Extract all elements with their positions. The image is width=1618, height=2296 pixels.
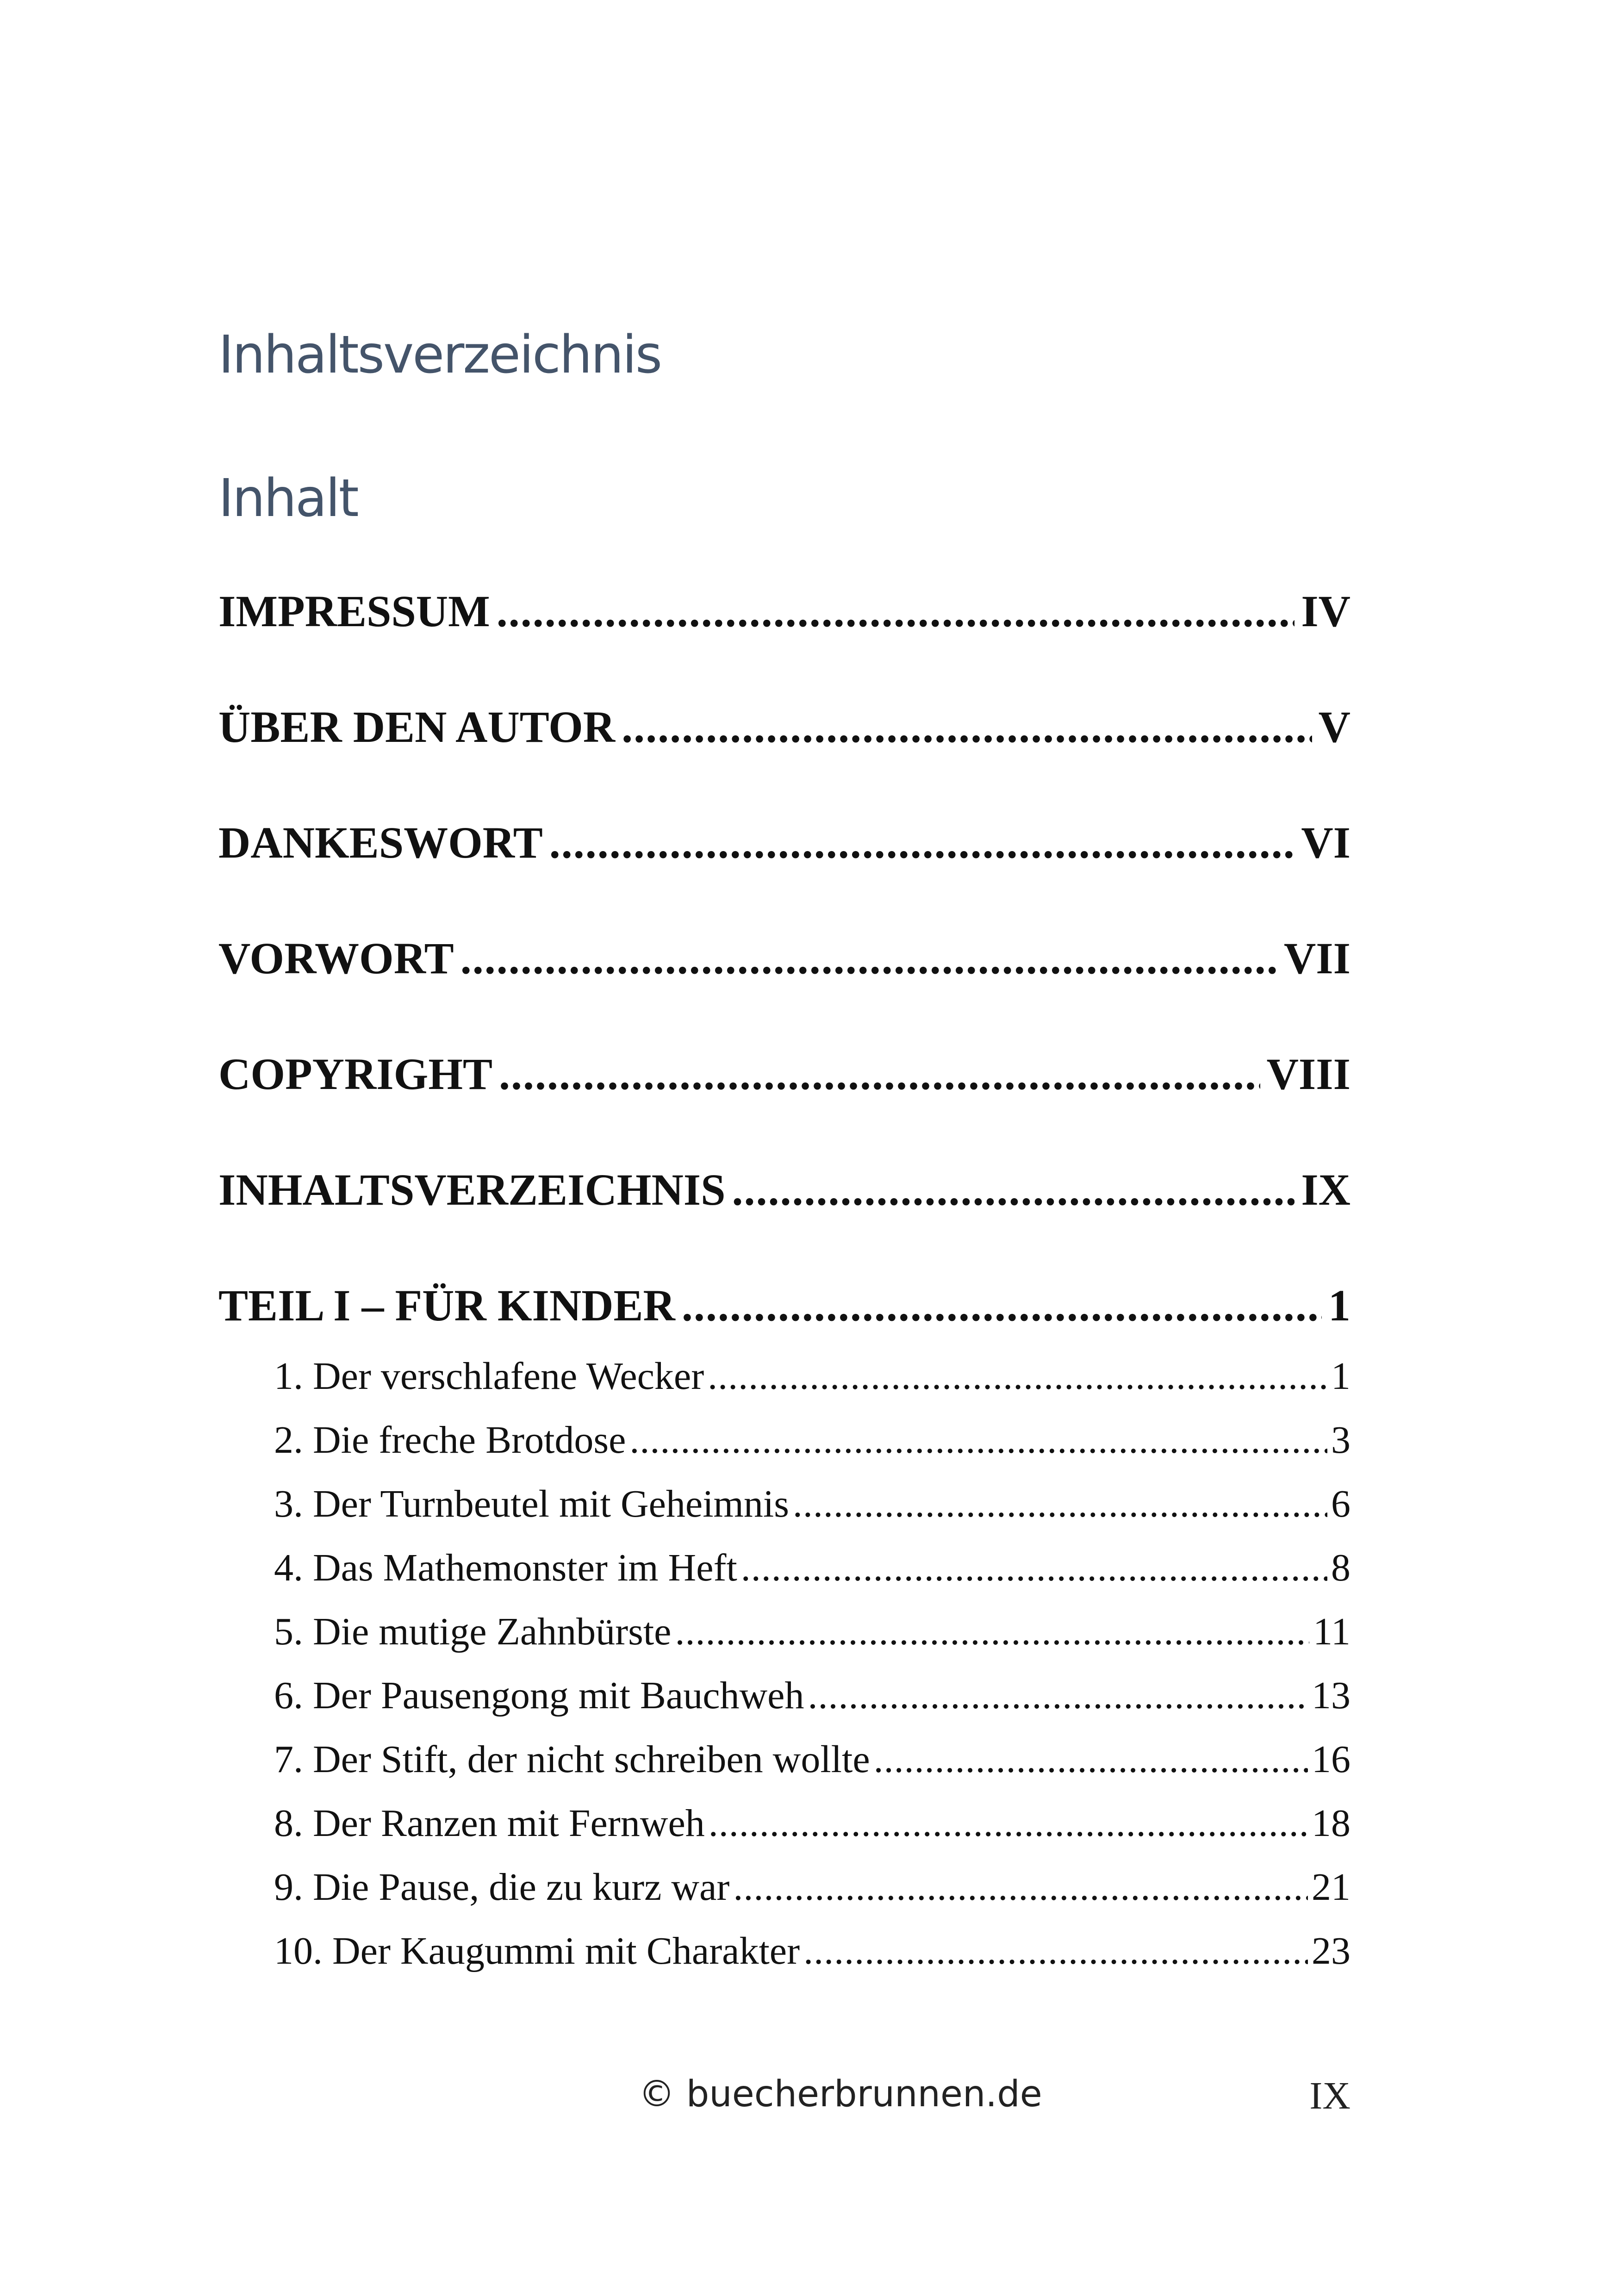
dot-leader <box>708 1354 1327 1399</box>
toc-chapter-title: 10. Der Kaugummi mit Charakter <box>274 1929 800 1972</box>
toc-entry-title: ÜBER DEN AUTOR <box>218 702 616 752</box>
toc-heading: Inhalt <box>218 468 358 529</box>
toc-chapter-page: 1 <box>1331 1355 1350 1398</box>
dot-leader <box>732 1164 1295 1215</box>
dot-leader <box>497 585 1295 637</box>
dot-leader <box>675 1609 1309 1654</box>
toc-chapter-entry[interactable] <box>274 1737 1350 1782</box>
toc-entry-title: VORWORT <box>218 933 454 983</box>
dot-leader <box>874 1737 1308 1782</box>
dot-leader <box>808 1673 1308 1718</box>
dot-leader <box>622 701 1312 753</box>
toc-chapter-entry[interactable] <box>274 1481 1350 1526</box>
toc-entry-impressum[interactable] <box>218 585 1350 637</box>
toc-chapter-title: 9. Die Pause, die zu kurz war <box>274 1866 730 1909</box>
footer-copyright: © buecherbrunnen.de <box>639 2073 1042 2115</box>
dot-leader <box>629 1418 1327 1462</box>
toc-chapter-page: 11 <box>1313 1610 1350 1653</box>
toc-chapter-entry[interactable] <box>274 1545 1350 1590</box>
dot-leader <box>741 1545 1327 1590</box>
toc-chapter-page: 21 <box>1312 1866 1350 1909</box>
toc-entry-page: 1 <box>1328 1281 1350 1330</box>
toc-chapter-page: 13 <box>1312 1674 1350 1717</box>
toc-chapter-title: 7. Der Stift, der nicht schreiben wollte <box>274 1738 870 1781</box>
toc-entry-teil-1[interactable] <box>218 1280 1350 1331</box>
toc-entry-title: COPYRIGHT <box>218 1049 493 1099</box>
toc-chapter-entry[interactable] <box>274 1609 1350 1654</box>
toc-chapter-page: 23 <box>1312 1929 1350 1972</box>
toc-entry-page: VI <box>1301 818 1350 867</box>
page-title: Inhaltsverzeichnis <box>218 325 661 385</box>
dot-leader <box>803 1929 1308 1973</box>
toc-entry-page: V <box>1318 702 1350 752</box>
dot-leader <box>793 1481 1327 1526</box>
toc-entry-page: IX <box>1301 1165 1350 1214</box>
toc-chapter-page: 3 <box>1331 1419 1350 1462</box>
toc-entry-ueber-den-autor[interactable] <box>218 701 1350 753</box>
toc-entry-title: INHALTSVERZEICHNIS <box>218 1165 726 1214</box>
toc-chapter-title: 6. Der Pausengong mit Bauchweh <box>274 1674 804 1717</box>
toc-chapter-title: 8. Der Ranzen mit Fernweh <box>274 1802 705 1845</box>
toc-entry-title: IMPRESSUM <box>218 586 490 636</box>
dot-leader <box>682 1280 1322 1331</box>
toc-chapter-title: 3. Der Turnbeutel mit Geheimnis <box>274 1482 789 1525</box>
toc-entry-dankeswort[interactable] <box>218 817 1350 868</box>
toc-entry-title: DANKESWORT <box>218 818 543 867</box>
toc-entry-title: TEIL I – FÜR KINDER <box>218 1281 675 1330</box>
toc-chapter-entry[interactable] <box>274 1929 1350 1973</box>
dot-leader <box>499 1048 1260 1100</box>
toc-chapter-entry[interactable] <box>274 1865 1350 1910</box>
toc-entry-inhaltsverzeichnis[interactable] <box>218 1164 1350 1215</box>
toc-chapter-title: 1. Der verschlafene Wecker <box>274 1355 704 1398</box>
toc-chapter-title: 5. Die mutige Zahnbürste <box>274 1610 672 1653</box>
dot-leader <box>709 1801 1308 1846</box>
toc-chapter-entry[interactable] <box>274 1418 1350 1462</box>
table-of-contents <box>218 0 1350 2036</box>
toc-chapter-title: 2. Die freche Brotdose <box>274 1419 626 1462</box>
toc-chapter-entry[interactable] <box>274 1673 1350 1718</box>
toc-chapter-page: 8 <box>1331 1546 1350 1589</box>
toc-chapter-entry[interactable] <box>274 1354 1350 1399</box>
toc-entry-vorwort[interactable] <box>218 933 1350 984</box>
toc-chapter-title: 4. Das Mathemonster im Heft <box>274 1546 737 1589</box>
toc-entry-page: IV <box>1301 586 1350 636</box>
toc-chapter-entry[interactable] <box>274 1801 1350 1846</box>
toc-entry-copyright[interactable] <box>218 1048 1350 1100</box>
toc-chapter-page: 16 <box>1312 1738 1350 1781</box>
toc-entry-page: VIII <box>1266 1049 1350 1099</box>
dot-leader <box>461 933 1277 984</box>
toc-entry-page: VII <box>1283 933 1350 983</box>
footer-page-number: IX <box>1309 2074 1350 2117</box>
dot-leader <box>733 1865 1308 1910</box>
toc-chapter-page: 6 <box>1331 1482 1350 1525</box>
toc-chapter-page: 18 <box>1312 1802 1350 1845</box>
dot-leader <box>549 817 1295 868</box>
